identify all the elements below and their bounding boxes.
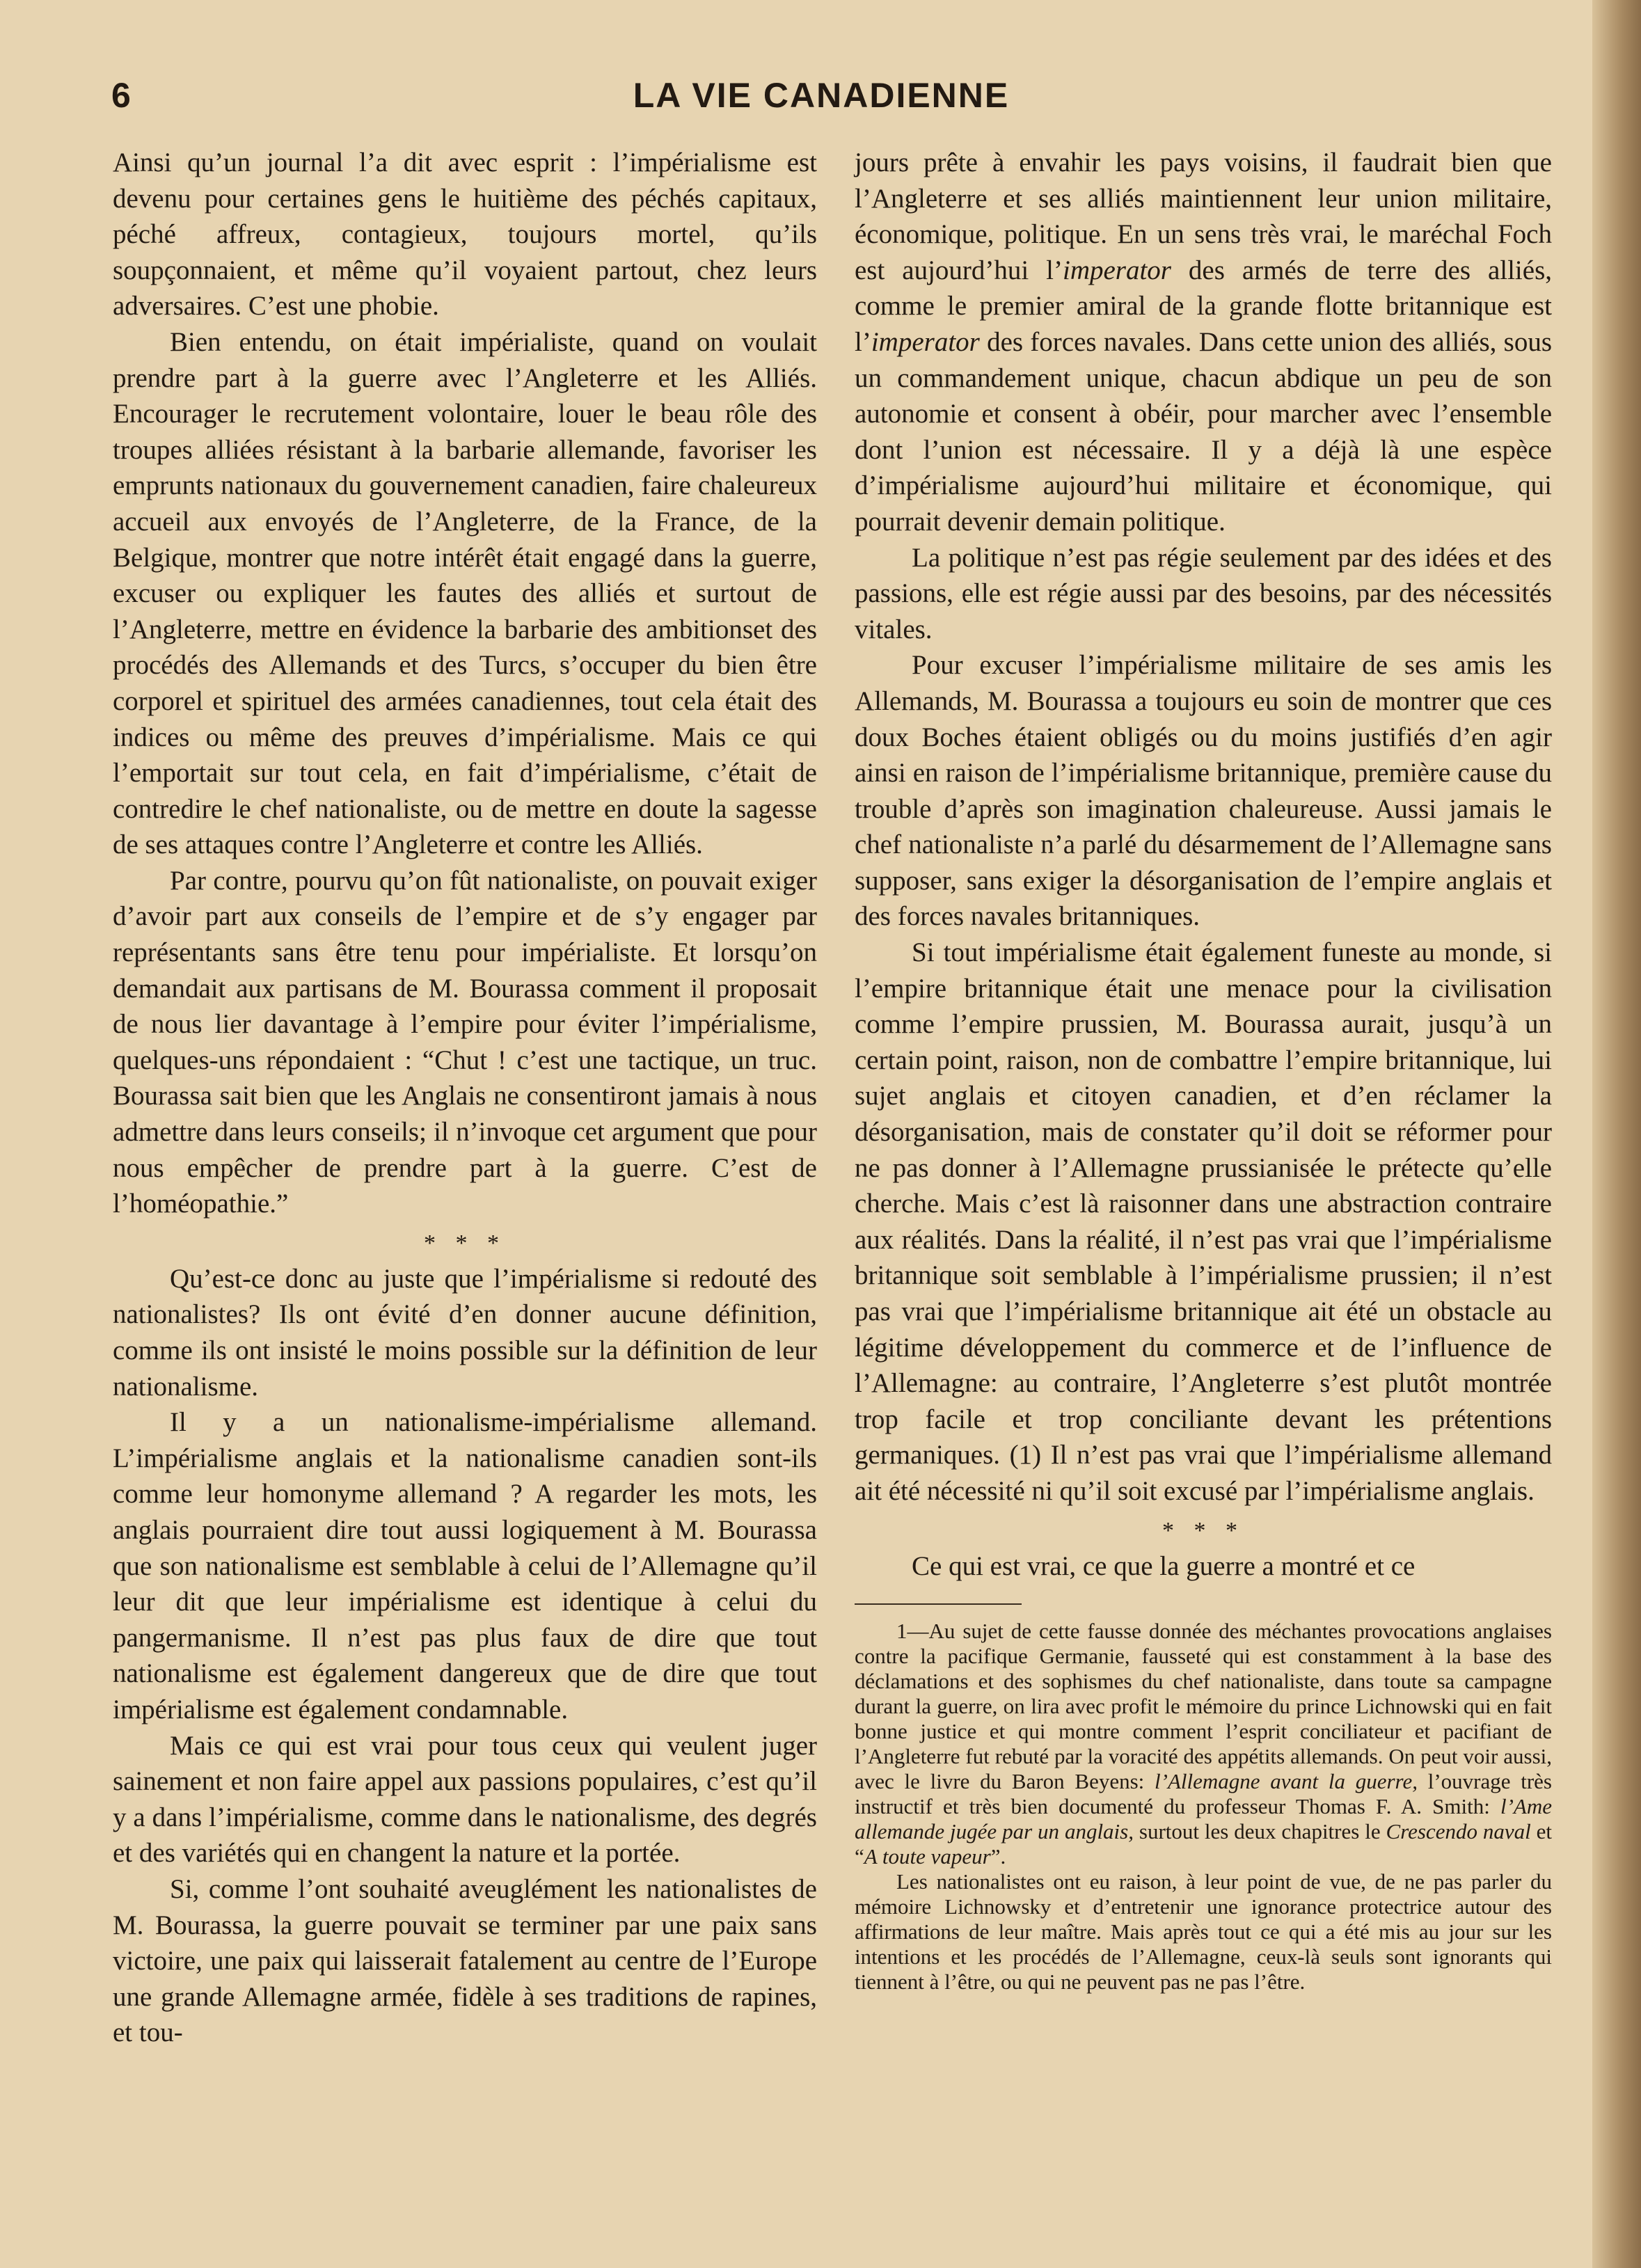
paragraph: Il y a un nationalisme-impérialisme allemand. L’impérialisme anglais et la nationalisme canadien sont-ils comme leur homonyme allemand ? A regarder les mots, les anglais pourraient dire tout aussi logiquement à M. Bourassa que son nationalisme est semblable à celui de l’Allemagne qu’il leur dit que leur impérialisme est identique à celui du pangermanisme. Il n’est pas plus faux de dire que tout nationalisme est également dangereux que de dire que tout impérialisme est également condamnable. xyxy=(113,1407,817,1724)
paragraph: Qu’est-ce donc au juste que l’impérialisme si redouté des nationalistes? Ils ont évité d’en donner aucune définition, comme ils ont insisté le moins possible sur la définition de leur nationalisme. xyxy=(113,1263,817,1402)
italic-term: imperator xyxy=(1062,255,1171,285)
paragraph: Pour excuser l’impérialisme militaire de ses amis les Allemands, M. Bourassa a toujours eu soin de montrer que ces doux Boches étaient obligés ou du moins justifiés d’en agir ainsi en raison de l’impérialisme britannique, première cause du trouble d’après son imagination chaleureuse. Aussi jamais le chef nationaliste n’a parlé du désarmement de l’Allemagne sans supposer, sans exiger la désorganisation de l’empire anglais et des forces navales britanniques. xyxy=(855,650,1552,932)
text-run: des forces navales. Dans cette union des alliés, sous un commandement unique, chacun abdique un peu de son autonomie et consent à obéir, pour marcher avec l’ensemble dont l’union est nécessaire. Il y a déjà là une espèce d’impérialisme aujourd’hui militaire et économique, qui pourrait devenir demain politique. xyxy=(855,326,1552,537)
text-run: jours prête à envahir les pays voisins, il faudrait bien que l’Angleterre et ses alliés maintiennent leur union militaire, économique, politique. En un sens très vrai, le maréchal Foch est aujourd’hui l’ xyxy=(855,148,1552,285)
text-run: et “ xyxy=(855,1819,1553,1869)
text-run: 1—Au sujet de cette fausse donnée des méchantes provocations anglaises contre la pacifique Germanie, fausseté qui est constamment à la base des déclamations et des sophismes du chef nationaliste, dans toute sa campagne durant la guerre, on lira avec profit le mémoire du prince Lichnowski qui en fait bonne justice et qui montre comment l’esprit conciliateur et pacifiant de l’Angleterre fut rebuté par la voracité des appétits allemands. On peut voir aussi, avec le livre du Baron Beyens: xyxy=(855,1619,1552,1794)
paragraph: Ainsi qu’un journal l’a dit avec esprit : l’impérialisme est devenu pour certaines gens le huitième des péchés capitaux, péché affreux, contagieux, toujours mortel, qu’ils soupçonnaient, et même qu’il voyaient partout, chez leurs adversaires. C’est une phobie. xyxy=(113,148,817,322)
paragraph: Par contre, pourvu qu’on fût nationaliste, on pouvait exiger d’avoir part aux conseils de l’empire et de s’y engager par représentants sans être tenu pour impérialiste. Et lorsqu’on demandait aux partisans de M. Bourassa comment il proposait de nous lier davantage à l’empire pour éviter l’impérialisme, quelques-uns répondaient : “Chut ! c’est une tactique, un truc. Bourassa sait bien que les Anglais ne consentiront jamais à nous admettre dans leurs conseils; il n’invoque cet argument que pour nous empêcher de prendre part à la guerre. C’est de l’homéopathie.” xyxy=(113,865,817,1219)
chapter-title: Crescendo naval xyxy=(1386,1819,1531,1844)
right-column xyxy=(855,145,1552,1995)
paragraph: Bien entendu, on était impérialiste, quand on voulait prendre part à la guerre avec l’Angleterre et les Alliés. Encourager le recrutement volontaire, louer le beau rôle des troupes alliées résistant à la barbarie allemande, favoriser les emprunts nationaux du gouvernement canadien, faire chaleureux accueil aux envoyés de l’Angleterre, de la France, de la Belgique, montrer que notre intérêt était engagé dans la guerre, excuser ou expliquer les fautes des alliés et surtout de l’Angleterre, mettre en évidence la barbarie des ambitionset des procédés des Allemands et des Turcs, s’occuper du bien être corporel et spirituel des armées canadiennes, tout cela était des indices ou même des preuves d’impérialisme. Mais ce qui l’emportait sur tout cela, en fait d’impérialisme, c’était de contredire le chef nationaliste, ou de mettre en doute la sagesse de ses attaques contre l’Angleterre et contre les Alliés. xyxy=(113,326,817,860)
text-run: surtout les deux chapitres le xyxy=(1134,1819,1386,1844)
footnotes xyxy=(855,1619,1552,1995)
running-title: LA VIE CANADIENNE xyxy=(633,76,1010,115)
page-header xyxy=(111,75,1531,124)
chapter-title: A toute vapeur xyxy=(864,1844,991,1869)
text-run: des armés de terre des alliés, comme le premier amiral de la grande flotte britannique est l’ xyxy=(855,255,1552,357)
text-run: l’ouvrage très instructif et très bien documenté du professeur Thomas F. A. Smith: xyxy=(855,1769,1552,1819)
paragraph: La politique n’est pas régie seulement par des idées et des passions, elle est régie aussi par des besoins, par des nécessités vitales. xyxy=(855,542,1552,644)
book-title: l’Allemagne avant la guerre, xyxy=(1155,1769,1418,1794)
text-run: ”. xyxy=(990,1844,1006,1869)
book-title: l’Ame allemande jugée par un anglais, xyxy=(855,1794,1552,1844)
footnote: Les nationalistes ont eu raison, à leur point de vue, de ne pas parler du mémoire Lichnowsky et d’entretenir une ignorance protectrice autour des affirmations de leur maître. Mais après tout ce qui a été mis au jour sur les intentions et les procédés de l’Allemagne, ceux-là seuls sont ignorants qui tiennent à l’être, ou qui ne peuvent pas ne pas l’être. xyxy=(855,1869,1552,1995)
footnote xyxy=(855,1619,1552,1869)
paragraph: Mais ce qui est vrai pour tous ceux qui veulent juger sainement et non faire appel aux passions populaires, c’est qu’il y a dans l’impérialisme, comme dans le nationalisme, des degrés et des variétés qui en changent la nature et la portée. xyxy=(113,1730,817,1869)
paragraph: Ce qui est vrai, ce que la guerre a montré et ce xyxy=(912,1551,1416,1581)
page-number: 6 xyxy=(111,76,131,115)
italic-term: imperator xyxy=(871,326,980,357)
footnote-rule xyxy=(855,1603,1022,1605)
left-column xyxy=(113,145,817,2051)
section-separator: * * * xyxy=(424,1230,506,1256)
section-separator: * * * xyxy=(1162,1517,1244,1544)
paragraph xyxy=(855,145,1552,540)
paragraph: Si, comme l’ont souhaité aveuglément les nationalistes de M. Bourassa, la guerre pouvait se terminer par une paix sans victoire, une paix qui laisserait fatalement au centre de l’Europe une grande Allemagne armée, fidèle à ses traditions de rapines, et tou- xyxy=(113,1873,817,2048)
paragraph: Si tout impérialisme était également funeste au monde, si l’empire britannique était une menace pour la civilisation comme l’empire prussien, M. Bourassa aurait, jusqu’à un certain point, raison, non de combattre l’empire britannique, lui sujet anglais et citoyen canadien, et d’en réclamer la désorganisation, mais de constater qu’il doit se réformer pour ne pas donner à l’Allemagne prussianisée le prétecte qu’elle cherche. Mais c’est là raisonner dans une abstraction contraire aux réalités. Dans la réalité, il n’est pas vrai que l’impérialisme britannique soit semblable à l’impérialisme prussien; il n’est pas vrai que l’impérialisme britannique ait été un obstacle au légitime développement du commerce et de l’influence de l’Allemagne: au contraire, l’Angleterre s’est plutôt montrée trop facile et trop conciliante devant les prétentions germaniques. (1) Il n’est pas vrai que l’impérialisme allemand ait été nécessité ni qu’il soit excusé par l’impérialisme anglais. xyxy=(855,937,1552,1506)
page-edge xyxy=(1592,0,1641,2268)
